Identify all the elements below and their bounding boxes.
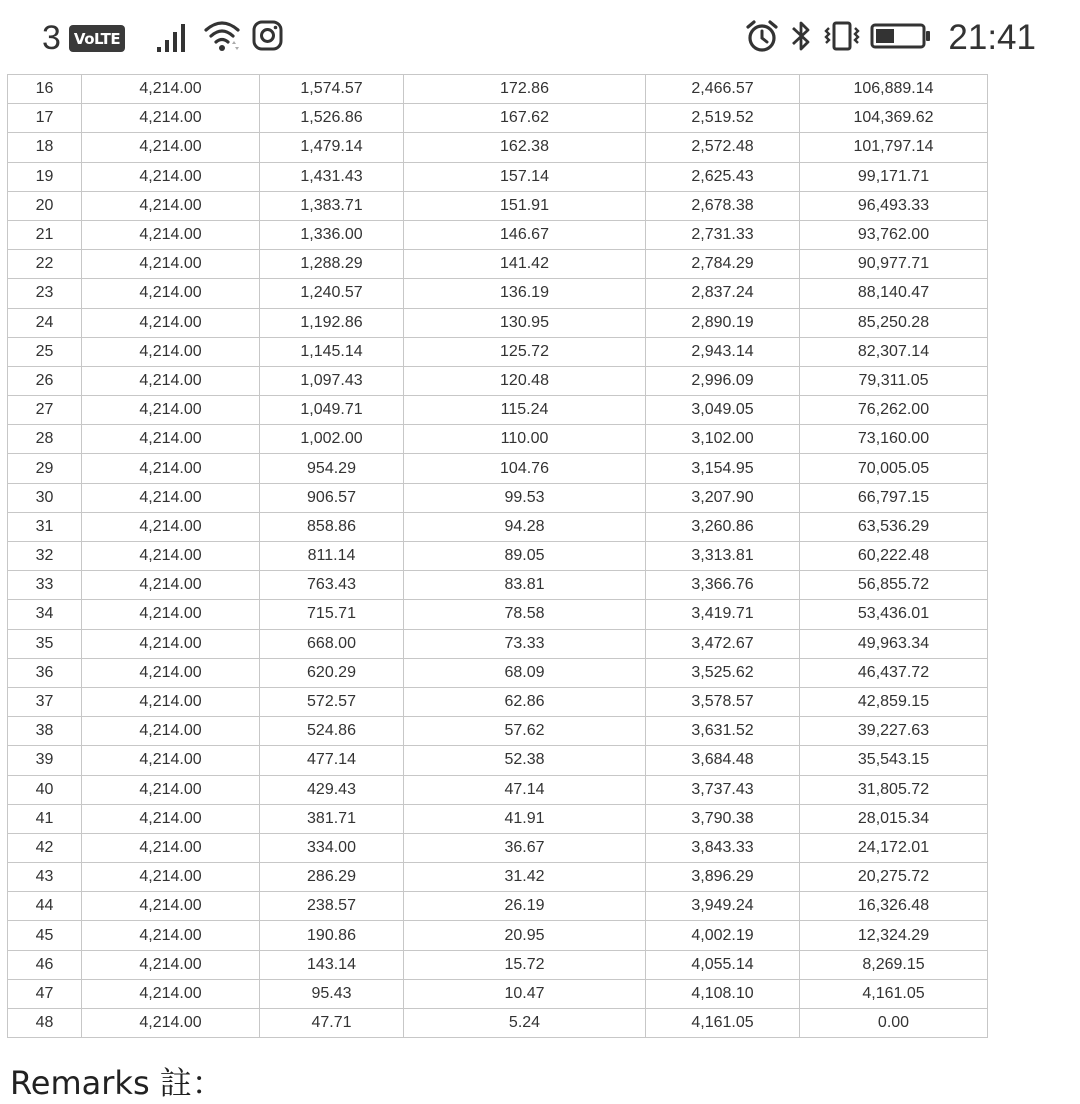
principal-cell: 3,525.62 — [646, 658, 800, 687]
interest-cell: 954.29 — [260, 454, 404, 483]
principal-cell: 3,366.76 — [646, 571, 800, 600]
table-row — [8, 512, 988, 541]
balance-cell: 99,171.71 — [800, 162, 988, 191]
principal-cell: 2,572.48 — [646, 133, 800, 162]
balance-cell: 85,250.28 — [800, 308, 988, 337]
balance-cell: 66,797.15 — [800, 483, 988, 512]
balance-cell: 104,369.62 — [800, 104, 988, 133]
interest-cell: 143.14 — [260, 950, 404, 979]
table-row — [8, 921, 988, 950]
fee-cell: 130.95 — [404, 308, 646, 337]
principal-cell: 3,896.29 — [646, 863, 800, 892]
period-cell: 41 — [8, 804, 82, 833]
installment-cell: 4,214.00 — [82, 629, 260, 658]
principal-cell: 3,790.38 — [646, 804, 800, 833]
period-cell: 37 — [8, 687, 82, 716]
balance-cell: 20,275.72 — [800, 863, 988, 892]
installment-cell: 4,214.00 — [82, 571, 260, 600]
table-row — [8, 746, 988, 775]
table-row — [8, 1009, 988, 1038]
interest-cell: 1,002.00 — [260, 425, 404, 454]
installment-cell: 4,214.00 — [82, 892, 260, 921]
installment-cell: 4,214.00 — [82, 775, 260, 804]
status-bar-left — [42, 16, 285, 60]
interest-cell: 811.14 — [260, 542, 404, 571]
installment-cell: 4,214.00 — [82, 250, 260, 279]
interest-cell: 572.57 — [260, 687, 404, 716]
balance-cell: 28,015.34 — [800, 804, 988, 833]
table-row — [8, 892, 988, 921]
principal-cell: 4,002.19 — [646, 921, 800, 950]
period-cell: 16 — [8, 75, 82, 104]
period-cell: 22 — [8, 250, 82, 279]
interest-cell: 1,526.86 — [260, 104, 404, 133]
balance-cell: 53,436.01 — [800, 600, 988, 629]
principal-cell: 2,678.38 — [646, 191, 800, 220]
interest-cell: 668.00 — [260, 629, 404, 658]
balance-cell: 90,977.71 — [800, 250, 988, 279]
principal-cell: 2,731.33 — [646, 220, 800, 249]
table-row — [8, 133, 988, 162]
signal-icon — [155, 19, 195, 58]
balance-cell: 63,536.29 — [800, 512, 988, 541]
balance-cell: 42,859.15 — [800, 687, 988, 716]
period-cell: 27 — [8, 396, 82, 425]
table-row — [8, 804, 988, 833]
interest-cell: 477.14 — [260, 746, 404, 775]
fee-cell: 99.53 — [404, 483, 646, 512]
balance-cell: 60,222.48 — [800, 542, 988, 571]
installment-cell: 4,214.00 — [82, 220, 260, 249]
table-row — [8, 366, 988, 395]
period-cell: 46 — [8, 950, 82, 979]
fee-cell: 20.95 — [404, 921, 646, 950]
interest-cell: 763.43 — [260, 571, 404, 600]
installment-cell: 4,214.00 — [82, 542, 260, 571]
period-cell: 43 — [8, 863, 82, 892]
interest-cell: 238.57 — [260, 892, 404, 921]
installment-cell: 4,214.00 — [82, 746, 260, 775]
table-row — [8, 687, 988, 716]
balance-cell: 106,889.14 — [800, 75, 988, 104]
fee-cell: 141.42 — [404, 250, 646, 279]
table-row — [8, 717, 988, 746]
interest-cell: 1,383.71 — [260, 191, 404, 220]
principal-cell: 4,161.05 — [646, 1009, 800, 1038]
vibrate-icon — [822, 18, 862, 59]
table-row — [8, 775, 988, 804]
balance-cell: 93,762.00 — [800, 220, 988, 249]
installment-cell: 4,214.00 — [82, 191, 260, 220]
period-cell: 35 — [8, 629, 82, 658]
fee-cell: 73.33 — [404, 629, 646, 658]
period-cell: 39 — [8, 746, 82, 775]
amortization-table-body — [8, 75, 988, 1038]
table-row — [8, 571, 988, 600]
fee-cell: 104.76 — [404, 454, 646, 483]
table-row — [8, 950, 988, 979]
fee-cell: 41.91 — [404, 804, 646, 833]
table-row — [8, 250, 988, 279]
installment-cell: 4,214.00 — [82, 104, 260, 133]
period-cell: 26 — [8, 366, 82, 395]
fee-cell: 136.19 — [404, 279, 646, 308]
principal-cell: 3,684.48 — [646, 746, 800, 775]
fee-cell: 110.00 — [404, 425, 646, 454]
principal-cell: 2,625.43 — [646, 162, 800, 191]
interest-cell: 1,097.43 — [260, 366, 404, 395]
principal-cell: 3,313.81 — [646, 542, 800, 571]
balance-cell: 56,855.72 — [800, 571, 988, 600]
table-row — [8, 425, 988, 454]
interest-cell: 1,288.29 — [260, 250, 404, 279]
fee-cell: 157.14 — [404, 162, 646, 191]
fee-cell: 68.09 — [404, 658, 646, 687]
period-cell: 40 — [8, 775, 82, 804]
period-cell: 30 — [8, 483, 82, 512]
period-cell: 25 — [8, 337, 82, 366]
period-cell: 24 — [8, 308, 82, 337]
interest-cell: 1,574.57 — [260, 75, 404, 104]
wifi-icon — [203, 19, 243, 58]
table-row — [8, 191, 988, 220]
principal-cell: 2,943.14 — [646, 337, 800, 366]
installment-cell: 4,214.00 — [82, 483, 260, 512]
table-row — [8, 279, 988, 308]
balance-cell: 46,437.72 — [800, 658, 988, 687]
fee-cell: 167.62 — [404, 104, 646, 133]
table-row — [8, 220, 988, 249]
interest-cell: 47.71 — [260, 1009, 404, 1038]
balance-cell: 96,493.33 — [800, 191, 988, 220]
balance-cell: 35,543.15 — [800, 746, 988, 775]
balance-cell: 39,227.63 — [800, 717, 988, 746]
volte-badge: VoLTE — [69, 25, 125, 52]
remarks-heading: Remarks 註： — [10, 1064, 224, 1102]
fee-cell: 115.24 — [404, 396, 646, 425]
fee-cell: 94.28 — [404, 512, 646, 541]
fee-cell: 83.81 — [404, 571, 646, 600]
balance-cell: 31,805.72 — [800, 775, 988, 804]
installment-cell: 4,214.00 — [82, 658, 260, 687]
fee-cell: 36.67 — [404, 833, 646, 862]
balance-cell: 12,324.29 — [800, 921, 988, 950]
period-cell: 28 — [8, 425, 82, 454]
fee-cell: 120.48 — [404, 366, 646, 395]
period-cell: 20 — [8, 191, 82, 220]
fee-cell: 31.42 — [404, 863, 646, 892]
installment-cell: 4,214.00 — [82, 279, 260, 308]
principal-cell: 3,578.57 — [646, 687, 800, 716]
period-cell: 19 — [8, 162, 82, 191]
interest-cell: 1,049.71 — [260, 396, 404, 425]
interest-cell: 1,431.43 — [260, 162, 404, 191]
fee-cell: 57.62 — [404, 717, 646, 746]
fee-cell: 10.47 — [404, 979, 646, 1008]
table-row — [8, 104, 988, 133]
period-cell: 38 — [8, 717, 82, 746]
installment-cell: 4,214.00 — [82, 833, 260, 862]
period-cell: 44 — [8, 892, 82, 921]
principal-cell: 2,784.29 — [646, 250, 800, 279]
period-cell: 48 — [8, 1009, 82, 1038]
clock-time: 21:41 — [948, 18, 1036, 57]
amortization-table-container[interactable] — [7, 74, 987, 1038]
installment-cell: 4,214.00 — [82, 512, 260, 541]
principal-cell: 2,996.09 — [646, 366, 800, 395]
fee-cell: 26.19 — [404, 892, 646, 921]
installment-cell: 4,214.00 — [82, 979, 260, 1008]
balance-cell: 16,326.48 — [800, 892, 988, 921]
period-cell: 21 — [8, 220, 82, 249]
installment-cell: 4,214.00 — [82, 804, 260, 833]
installment-cell: 4,214.00 — [82, 337, 260, 366]
balance-cell: 0.00 — [800, 1009, 988, 1038]
interest-cell: 524.86 — [260, 717, 404, 746]
principal-cell: 3,843.33 — [646, 833, 800, 862]
balance-cell: 76,262.00 — [800, 396, 988, 425]
principal-cell: 4,108.10 — [646, 979, 800, 1008]
fee-cell: 47.14 — [404, 775, 646, 804]
installment-cell: 4,214.00 — [82, 1009, 260, 1038]
fee-cell: 146.67 — [404, 220, 646, 249]
principal-cell: 2,837.24 — [646, 279, 800, 308]
principal-cell: 3,102.00 — [646, 425, 800, 454]
period-cell: 47 — [8, 979, 82, 1008]
interest-cell: 858.86 — [260, 512, 404, 541]
amortization-table — [7, 74, 988, 1038]
balance-cell: 82,307.14 — [800, 337, 988, 366]
carrier-label: 3 — [42, 18, 61, 57]
installment-cell: 4,214.00 — [82, 75, 260, 104]
principal-cell: 3,049.05 — [646, 396, 800, 425]
balance-cell: 73,160.00 — [800, 425, 988, 454]
interest-cell: 1,145.14 — [260, 337, 404, 366]
table-row — [8, 863, 988, 892]
interest-cell: 190.86 — [260, 921, 404, 950]
interest-cell: 334.00 — [260, 833, 404, 862]
period-cell: 34 — [8, 600, 82, 629]
fee-cell: 125.72 — [404, 337, 646, 366]
interest-cell: 620.29 — [260, 658, 404, 687]
instagram-icon — [251, 19, 285, 58]
principal-cell: 3,154.95 — [646, 454, 800, 483]
interest-cell: 286.29 — [260, 863, 404, 892]
period-cell: 32 — [8, 542, 82, 571]
installment-cell: 4,214.00 — [82, 133, 260, 162]
principal-cell: 3,260.86 — [646, 512, 800, 541]
installment-cell: 4,214.00 — [82, 396, 260, 425]
period-cell: 45 — [8, 921, 82, 950]
balance-cell: 79,311.05 — [800, 366, 988, 395]
interest-cell: 1,192.86 — [260, 308, 404, 337]
installment-cell: 4,214.00 — [82, 162, 260, 191]
principal-cell: 2,890.19 — [646, 308, 800, 337]
fee-cell: 78.58 — [404, 600, 646, 629]
table-row — [8, 629, 988, 658]
period-cell: 33 — [8, 571, 82, 600]
period-cell: 42 — [8, 833, 82, 862]
table-row — [8, 542, 988, 571]
installment-cell: 4,214.00 — [82, 921, 260, 950]
principal-cell: 3,737.43 — [646, 775, 800, 804]
status-bar — [0, 0, 1080, 74]
balance-cell: 24,172.01 — [800, 833, 988, 862]
interest-cell: 1,240.57 — [260, 279, 404, 308]
interest-cell: 429.43 — [260, 775, 404, 804]
installment-cell: 4,214.00 — [82, 454, 260, 483]
table-row — [8, 454, 988, 483]
installment-cell: 4,214.00 — [82, 425, 260, 454]
interest-cell: 381.71 — [260, 804, 404, 833]
installment-cell: 4,214.00 — [82, 950, 260, 979]
fee-cell: 15.72 — [404, 950, 646, 979]
table-row — [8, 75, 988, 104]
balance-cell: 70,005.05 — [800, 454, 988, 483]
interest-cell: 906.57 — [260, 483, 404, 512]
fee-cell: 62.86 — [404, 687, 646, 716]
balance-cell: 88,140.47 — [800, 279, 988, 308]
interest-cell: 1,336.00 — [260, 220, 404, 249]
balance-cell: 8,269.15 — [800, 950, 988, 979]
installment-cell: 4,214.00 — [82, 863, 260, 892]
fee-cell: 162.38 — [404, 133, 646, 162]
principal-cell: 3,949.24 — [646, 892, 800, 921]
installment-cell: 4,214.00 — [82, 687, 260, 716]
table-row — [8, 600, 988, 629]
principal-cell: 3,631.52 — [646, 717, 800, 746]
installment-cell: 4,214.00 — [82, 366, 260, 395]
interest-cell: 715.71 — [260, 600, 404, 629]
table-row — [8, 396, 988, 425]
installment-cell: 4,214.00 — [82, 308, 260, 337]
status-bar-right — [744, 16, 1036, 60]
table-row — [8, 979, 988, 1008]
period-cell: 29 — [8, 454, 82, 483]
table-row — [8, 162, 988, 191]
bluetooth-icon — [788, 18, 814, 59]
principal-cell: 4,055.14 — [646, 950, 800, 979]
period-cell: 23 — [8, 279, 82, 308]
table-row — [8, 308, 988, 337]
fee-cell: 89.05 — [404, 542, 646, 571]
principal-cell: 3,419.71 — [646, 600, 800, 629]
table-row — [8, 337, 988, 366]
principal-cell: 2,466.57 — [646, 75, 800, 104]
balance-cell: 101,797.14 — [800, 133, 988, 162]
table-row — [8, 833, 988, 862]
balance-cell: 49,963.34 — [800, 629, 988, 658]
principal-cell: 3,472.67 — [646, 629, 800, 658]
installment-cell: 4,214.00 — [82, 600, 260, 629]
period-cell: 31 — [8, 512, 82, 541]
alarm-icon — [744, 18, 780, 59]
battery-icon — [870, 18, 932, 59]
interest-cell: 95.43 — [260, 979, 404, 1008]
balance-cell: 4,161.05 — [800, 979, 988, 1008]
fee-cell: 172.86 — [404, 75, 646, 104]
installment-cell: 4,214.00 — [82, 717, 260, 746]
fee-cell: 151.91 — [404, 191, 646, 220]
table-row — [8, 658, 988, 687]
principal-cell: 3,207.90 — [646, 483, 800, 512]
period-cell: 18 — [8, 133, 82, 162]
period-cell: 17 — [8, 104, 82, 133]
period-cell: 36 — [8, 658, 82, 687]
fee-cell: 52.38 — [404, 746, 646, 775]
principal-cell: 2,519.52 — [646, 104, 800, 133]
table-row — [8, 483, 988, 512]
fee-cell: 5.24 — [404, 1009, 646, 1038]
interest-cell: 1,479.14 — [260, 133, 404, 162]
